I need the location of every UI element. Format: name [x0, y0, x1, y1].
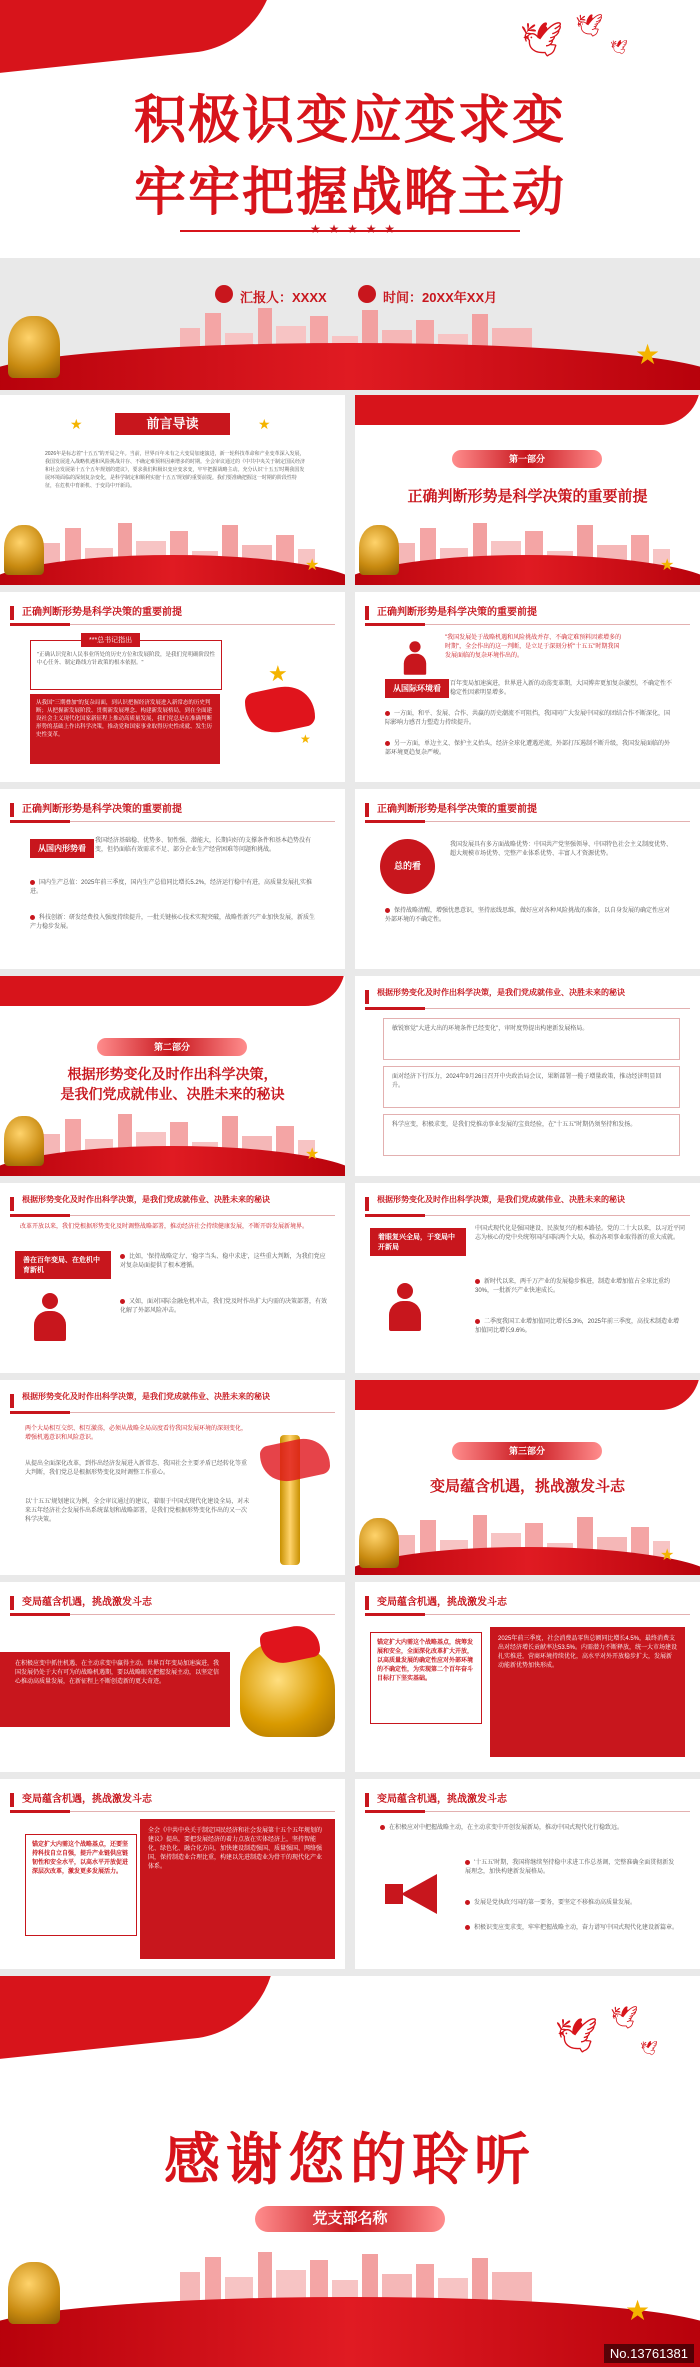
ending-title: 感谢您的聆听 — [164, 2130, 536, 2192]
star-icon: ★ — [268, 662, 288, 687]
right-box — [490, 1627, 685, 1757]
preface-title: 前言导读 — [115, 413, 230, 435]
flag-icon — [260, 1433, 330, 1488]
lion-statue-icon — [8, 316, 60, 378]
section-header: 正确判断形势是科学决策的重要前提 — [22, 607, 182, 618]
left-label: 着眼复兴全局，于变局中开新局 — [370, 1228, 466, 1256]
slide-p1c — [0, 789, 345, 969]
part2-title-line1: 根据形势变化及时作出科学决策， — [67, 1066, 278, 1082]
para-2: 以'十五五'规划建议为例，全会审议通过的建议，着眼于中国式现代化建设全局，对未来五年经济社会发展作出系统谋划和战略部署，是我们党根据形势变化作出的又一次科学决策。 — [25, 1499, 250, 1523]
bullet-2: 发展是党执政兴国的第一要务，要坚定不移推动高质量发展。 — [465, 1899, 680, 1908]
lion-statue-icon — [4, 1116, 44, 1166]
card-1: 敏锐察觉"大进大出的环境条件已经变化"，审时度势提出构建新发展格局。 — [383, 1018, 680, 1060]
org-name: 党支部名称 — [255, 2206, 445, 2232]
section-header: 正确判断形势是科学决策的重要前提 — [377, 804, 537, 815]
cover-title-line2: 牢牢把握战略主动 — [133, 165, 566, 222]
dove-icon: 🕊 — [520, 20, 564, 60]
cover-lower — [0, 258, 700, 390]
part2-cover-slide — [0, 976, 345, 1176]
part2-pill: 第二部分 — [97, 1038, 247, 1056]
section-header: 根据形势变化及时作出科学决策，是我们党成就伟业、决胜未来的秘诀 — [377, 1195, 625, 1204]
slide-p1d — [355, 789, 700, 969]
time-label: 时间：20XX年XX月 — [383, 290, 498, 305]
slide-p1b — [355, 592, 700, 782]
quote-text: "正确认识党和人民事业所处的历史方位和发展阶段，是我们党明确阶段性中心任务、制定路线方针政策的根本依据。" — [37, 652, 215, 666]
label-text: 百年变局加速演进，世界进入新的动荡变革期，大国博弈更加复杂激烈，不确定性不稳定性因素明显增多。 — [450, 681, 673, 696]
slide-p1a — [0, 592, 345, 782]
bullet-2: 又如，面对国际金融危机冲击，我们党及时作出扩大内需的决策部署，有效化解了外部风险冲击。 — [120, 1299, 328, 1314]
star-icon: ★ — [660, 555, 675, 574]
left-box — [25, 1834, 137, 1936]
red-text-box — [0, 1652, 230, 1727]
part3-pill: 第三部分 — [452, 1442, 602, 1460]
slide-p3a — [0, 1582, 345, 1772]
star-icon: ★ — [258, 417, 271, 433]
label-tag: 从国际环境看 — [385, 679, 449, 698]
slide-p2b — [0, 1183, 345, 1373]
reporter-label: 汇报人：XXXX — [240, 290, 327, 305]
speaker-icon — [385, 1283, 425, 1331]
bullet-2: 科技创新：研发经费投入强度持续提升，一批关键核心技术实现突破，战略性新兴产业加快发展，新质生产力稳步发展。 — [30, 915, 316, 930]
section-header: 变局蕴含机遇，挑战激发斗志 — [377, 1597, 507, 1608]
dove-icon: 🕊 — [555, 2016, 599, 2056]
slide-p3d — [355, 1779, 700, 1969]
dove-icon: 🕊 — [575, 14, 603, 39]
slide-p2a — [355, 976, 700, 1176]
star-icon: ★ — [305, 1144, 320, 1163]
part2-title-line2: 是我们党成就伟业、决胜未来的秘诀 — [60, 1086, 285, 1102]
slide-p3c — [0, 1779, 345, 1969]
dove-icon: 🕊 — [640, 2041, 658, 2057]
red-text: 在积极应变中抓住机遇、在主动求变中赢得主动。世界百年变局加速演进，我国发展仍处于大有可为的战略机遇期，要以战略眼光把握发展主动，以坚定信心推动高质量发展，在新征程上不断创造新的更大奇迹。 — [15, 1661, 220, 1685]
section-header: 根据形势变化及时作出科学决策，是我们党成就伟业、决胜未来的秘诀 — [22, 1195, 270, 1204]
section-header: 变局蕴含机遇，挑战激发斗志 — [377, 1794, 507, 1805]
speaker-icon — [401, 641, 429, 675]
red-ribbon — [355, 395, 700, 425]
section-header: 根据形势变化及时作出科学决策，是我们党成就伟业、决胜未来的秘诀 — [377, 988, 625, 997]
ending-slide — [0, 1976, 700, 2367]
slide-p3b — [355, 1582, 700, 1772]
speaker-icon — [30, 1293, 70, 1341]
section-header: 变局蕴含机遇，挑战激发斗志 — [22, 1794, 152, 1805]
red-ribbon — [0, 976, 345, 1006]
top-text: "我国发展处于战略机遇和风险挑战并存、不确定难预料因素增多的时期"，全会作出的这一判断，是立足于深刻分析"十五五"时期我国发展面临的复杂环境作出的。 — [445, 635, 622, 659]
summary-badge: 总的看 — [380, 839, 435, 894]
part3-cover-slide — [355, 1380, 700, 1575]
part1-pill: 第一部分 — [452, 450, 602, 468]
red-ribbon — [0, 1976, 284, 2062]
quote-box — [30, 637, 222, 690]
section-header: 正确判断形势是科学决策的重要前提 — [377, 607, 537, 618]
red-text: 改革开放以来，我们党根据形势变化及时调整战略部署，推动经济社会持续健康发展，不断开辟发展新境界。 — [20, 1224, 309, 1230]
bullet-2: 另一方面，单边主义、保护主义抬头，经济全球化遭遇逆流，外部打压遏制不断升级，我国发展面临的外部环境更趋复杂严峻。 — [385, 741, 671, 756]
star-icon: ★ — [635, 338, 661, 371]
section-header: 根据形势变化及时作出科学决策，是我们党成就伟业、决胜未来的秘诀 — [22, 1392, 270, 1401]
preface-slide — [0, 395, 345, 585]
cover-slide — [0, 0, 700, 258]
card-2: 面对经济下行压力，2024年9月26日召开中央政治局会议，果断部署一揽子增量政策，推动经济明显回升。 — [383, 1066, 680, 1108]
lion-statue-icon — [4, 525, 44, 575]
right-text: 2025年前三季度，社会消费品零售总额同比增长4.5%，最终消费支出对经济增长贡献率达53.5%。内需潜力不断释放，统一大市场建设扎实推进，营商环境持续优化，高水平对外开放稳步扩大，发展新动能新优势加快形成。 — [498, 1636, 678, 1669]
section-header: 变局蕴含机遇，挑战激发斗志 — [22, 1597, 152, 1608]
lion-statue-icon — [8, 2262, 60, 2324]
right-text: 全会《中共中央关于制定国民经济和社会发展第十五个五年规划的建议》提出，要把发展经济的着力点放在实体经济上，坚持智能化、绿色化、融合化方向，加快建设制造强国、质量强国、网络强国，保持制造业合理比重，构建以先进制造业为骨干的现代化产业体系。 — [148, 1828, 323, 1870]
watermark-id: No.13761381 — [604, 2344, 694, 2363]
megaphone-icon — [385, 1874, 445, 1914]
bullet-3: 积极识变应变求变，牢牢把握战略主动，奋力谱写中国式现代化建设新篇章。 — [465, 1924, 680, 1933]
cover-stars: ★ ★ ★ ★ ★ — [310, 222, 398, 236]
part1-cover-slide — [355, 395, 700, 585]
dove-icon: 🕊 — [610, 2006, 638, 2031]
label-tag: 从国内形势看 — [30, 839, 94, 858]
star-icon: ★ — [70, 417, 83, 433]
bullet-2: 二季度我国工业增加值同比增长5.3%，2025年前三季度，高技术制造业增加值同比增长9.6%。 — [475, 1319, 680, 1334]
section-header: 正确判断形势是科学决策的重要前提 — [22, 804, 182, 815]
right-box — [140, 1819, 335, 1959]
red-text: 两个大局相互交织、相互激荡，必须从战略全局高度看待我国发展环境的深刻变化，增强机遇意识和风险意识。 — [25, 1426, 248, 1441]
bullet-1: 新时代以来，两千万产业的发展稳步推进，制造业增加值占全球比重约30%，一批新兴产业快速成长。 — [475, 1279, 671, 1294]
bullet-1: 一方面，和平、发展、合作、共赢的历史潮流不可阻挡，我国同广大发展中国家的团结合作不断深化，国际影响力感召力塑造力持续提升。 — [385, 711, 671, 726]
para-1: 从提出全面深化改革，到作出经济发展进入新常态、我国社会主要矛盾已经转化等重大判断，我们党总是根据形势变化及时调整工作重心。 — [25, 1461, 248, 1476]
cover-title-line1: 积极识变应变求变 — [133, 93, 566, 150]
top-text: 在积极应对中把握战略主动，在主动求变中开创发展新局，推动中国式现代化行稳致远。 — [380, 1824, 680, 1833]
slide-p2d — [0, 1380, 345, 1575]
dove-icon: 🕊 — [610, 40, 628, 56]
star-icon: ★ — [660, 1545, 675, 1564]
bullet-1: 国内生产总值：2025年前三季度，国内生产总值同比增长5.2%，经济运行稳中有进，高质量发展扎实推进。 — [30, 880, 313, 895]
red-ribbon — [355, 1380, 700, 1410]
flag-icon — [245, 680, 315, 740]
quote-title: ***总书记指出 — [81, 633, 140, 647]
star-icon: ★ — [305, 555, 320, 574]
slide-p2c — [355, 1183, 700, 1373]
card-3: 科学应变，积极求变，是我们党推动事业发展的宝贵经验，在"十五五"时期仍须坚持和发扬。 — [383, 1114, 680, 1156]
star-icon: ★ — [625, 2294, 651, 2327]
left-text: 锚定扩大内需这个战略基点，统筹发展和安全，全面深化改革扩大开放，以高质量发展的确定性应对外部环境的不确定性，为实现第二个百年奋斗目标打下坚实基础。 — [377, 1640, 474, 1682]
bullet-1: '十五五'时期，我国将继续坚持稳中求进工作总基调，完整准确全面贯彻新发展理念，加快构建新发展格局。 — [465, 1860, 675, 1875]
left-text: 锚定扩大内需这个战略基点，还要坚持科技自立自强，提升产业链供应链韧性和安全水平，以高水平开放促进深层次改革，激发更多发展活力。 — [32, 1842, 129, 1875]
red-text: 从我国"三期叠加"的复杂局面，到认识把握经济发展进入新常态的历史判断；从把握新发展阶段、贯彻新发展理念、构建新发展格局，到在全面建设社会主义现代化国家新征程上推动高质量发展，我们党总是在准确判断形势的基础上作出科学决策，推动党和国家事业取得历史性成就、发生历史性变革。 — [36, 700, 213, 738]
lion-statue-icon — [359, 525, 399, 575]
label-text: 我国经济基础稳、优势多、韧性强、潜能大，长期向好的支撑条件和基本趋势没有变，但仍面临有效需求不足、部分企业生产经营困难等问题和挑战。 — [95, 838, 312, 853]
star-icon: ★ — [300, 732, 311, 746]
left-box — [370, 1632, 482, 1724]
lion-statue-icon — [359, 1518, 399, 1568]
label-text: 我国发展具有多方面战略优势：中国共产党坚强领导、中国特色社会主义制度优势、超大规模市场优势、完整产业体系优势、丰富人才资源优势。 — [450, 842, 673, 857]
top-text: 中国式现代化是强国建设、民族复兴的根本路径。党的二十大以来，以习近平同志为核心的党中央统筹国内国际两个大局，推动各项事业取得新的重大成就。 — [475, 1226, 686, 1241]
bullet-1: 保持战略清醒，增强忧患意识，坚持底线思维，做好应对各种风险挑战的准备，以自身发展的确定性应对外部环境的不确定性。 — [385, 908, 671, 923]
preface-text: 2026年是标志着"十五五"的开局之年。当前，世界百年未有之大变局加速演进，新一轮科技革命和产业变革深入发展，我国发展进入战略机遇和风险挑战并存、不确定难预料因素增多的时期。全会审议通过的《中共中央关于制定国民经济和社会发展第十五个五年规划的建议》，要求我们积极识变应变求变，牢牢把握战略主动。充分认识'十五五'时期我国发展环境面临的深刻复杂变化，是科学制定和顺利实施'十五五'规划的重要前提。我们要准确把握这一时期的阶段性特征，在危机中育新机、于变局中开新局。 — [45, 451, 306, 489]
red-wave — [0, 2297, 700, 2367]
red-text-box — [30, 694, 220, 764]
left-label: 善在百年变局、在危机中育新机 — [15, 1251, 111, 1279]
part3-title: 变局蕴含机遇，挑战激发斗志 — [429, 1478, 625, 1495]
cover-red-ribbon — [0, 0, 284, 76]
part1-title: 正确判断形势是科学决策的重要前提 — [407, 488, 648, 505]
bullet-1: 比如，'保持战略定力'、'稳字当头、稳中求进'，这些重大判断，为我们党应对复杂局面提供了根本遵循。 — [120, 1254, 326, 1269]
